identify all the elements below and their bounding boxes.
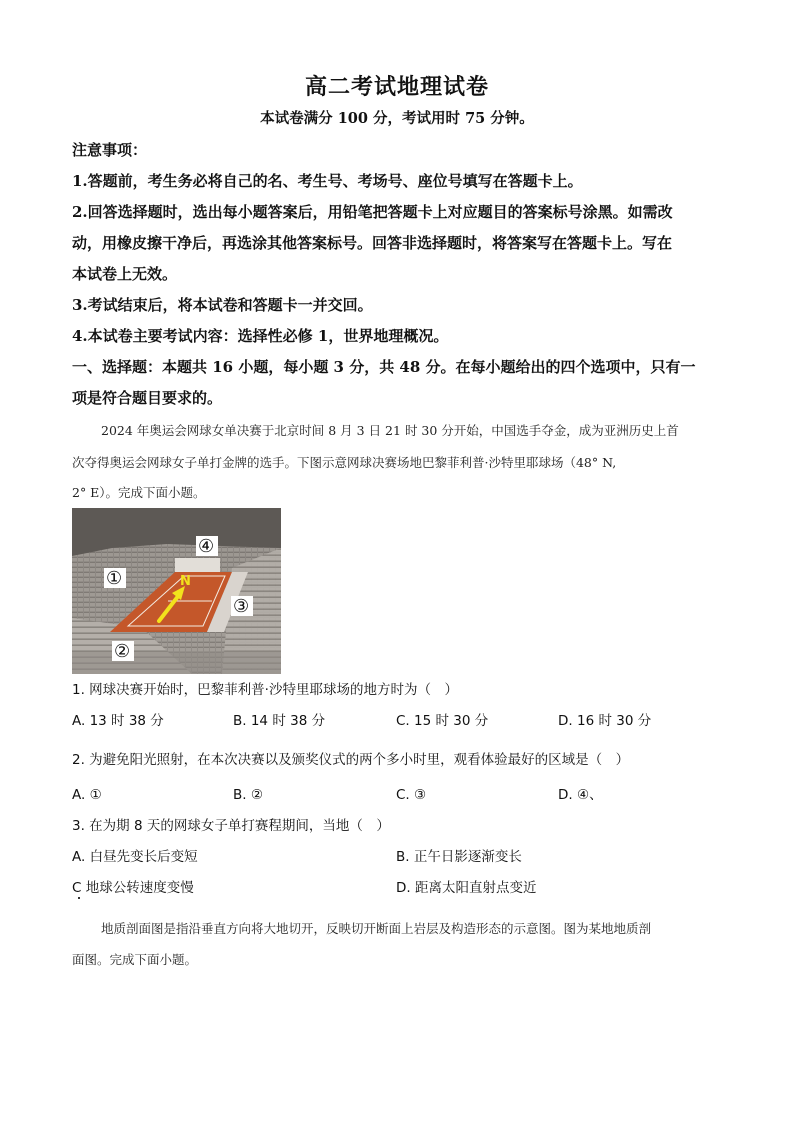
note-item-2-line-2: 动，用橡皮擦干净后，再选涂其他答案标号。回答非选择题时，将答案写在答题卡上。写在 [72,234,673,252]
exam-title: 高二考试地理试卷 [304,74,489,100]
north-label: N [180,574,191,589]
question-2-option-d[interactable]: D. ④、 [558,787,603,803]
passage1-line-2: 次夺得奥运会网球女子单打金牌的选手。下图示意网球决赛场地巴黎菲利普·沙特里耶球场（48° N, [72,455,617,470]
stray-dot [78,897,80,899]
question-1-stem: 1. 网球决赛开始时，巴黎菲利普·沙特里耶球场的地方时为（ ） [72,682,458,698]
notes-heading: 注意事项： [72,141,148,159]
question-3-stem: 3. 在为期 8 天的网球女子单打赛程期间，当地（ ） [72,818,390,834]
question-2-option-c[interactable]: C. ③ [396,787,427,803]
note-item-4: 4.本试卷主要考试内容：选择性必修 1，世界地理概况。 [72,327,449,345]
note-item-2-line-1: 2.回答选择题时，选出每小题答案后，用铅笔把答题卡上对应题目的答案标号涂黑。如需改 [72,203,673,221]
note-item-2-line-3: 本试卷上无效。 [72,265,178,283]
tennis-court-photo [72,508,281,674]
question-3-option-c[interactable]: C 地球公转速度变慢 [72,880,194,896]
passage1-line-1: 2024 年奥运会网球女单决赛于北京时间 8 月 3 日 21 时 30 分开始，中国选手夺金，成为亚洲历史上首 [101,423,679,438]
question-3-option-d[interactable]: D. 距离太阳直射点变近 [396,880,537,896]
question-1-option-b[interactable]: B. 14 时 38 分 [233,713,326,729]
question-1-option-d[interactable]: D. 16 时 30 分 [558,713,652,729]
section-heading-line-1: 一、选择题：本题共 16 小题，每小题 3 分，共 48 分。在每小题给出的四个选项中，只有一 [72,358,696,376]
question-3-option-b[interactable]: B. 正午日影逐渐变长 [396,849,522,865]
region-2-label: ② [114,641,131,662]
note-item-1: 1.答题前，考生务必将自己的名、考生号、考场号、座位号填写在答题卡上。 [72,172,583,190]
question-3-option-a[interactable]: A. 白昼先变长后变短 [72,849,198,865]
exam-subtitle: 本试卷满分 100 分，考试用时 75 分钟。 [260,110,534,127]
passage2-line-2: 面图。完成下面小题。 [72,952,198,967]
question-1-option-c[interactable]: C. 15 时 30 分 [396,713,489,729]
question-2-option-b[interactable]: B. ② [233,787,263,803]
passage1-line-3: 2° E）。完成下面小题。 [72,485,206,500]
question-2-stem: 2. 为避免阳光照射，在本次决赛以及颁奖仪式的两个多小时里，观看体验最好的区域是（ ） [72,752,630,768]
question-2-option-a[interactable]: A. ① [72,787,102,803]
region-4-label: ④ [198,536,215,557]
note-item-3: 3.考试结束后，将本试卷和答题卡一并交回。 [72,296,373,314]
region-3-label: ③ [233,596,250,617]
region-1-label: ① [106,568,123,589]
question-1-option-a[interactable]: A. 13 时 38 分 [72,713,164,729]
section-heading-line-2: 项是符合题目要求的。 [72,389,223,407]
passage2-line-1: 地质剖面图是指沿垂直方向将大地切开，反映切开断面上岩层及构造形态的示意图。图为某地地质剖 [101,921,652,936]
